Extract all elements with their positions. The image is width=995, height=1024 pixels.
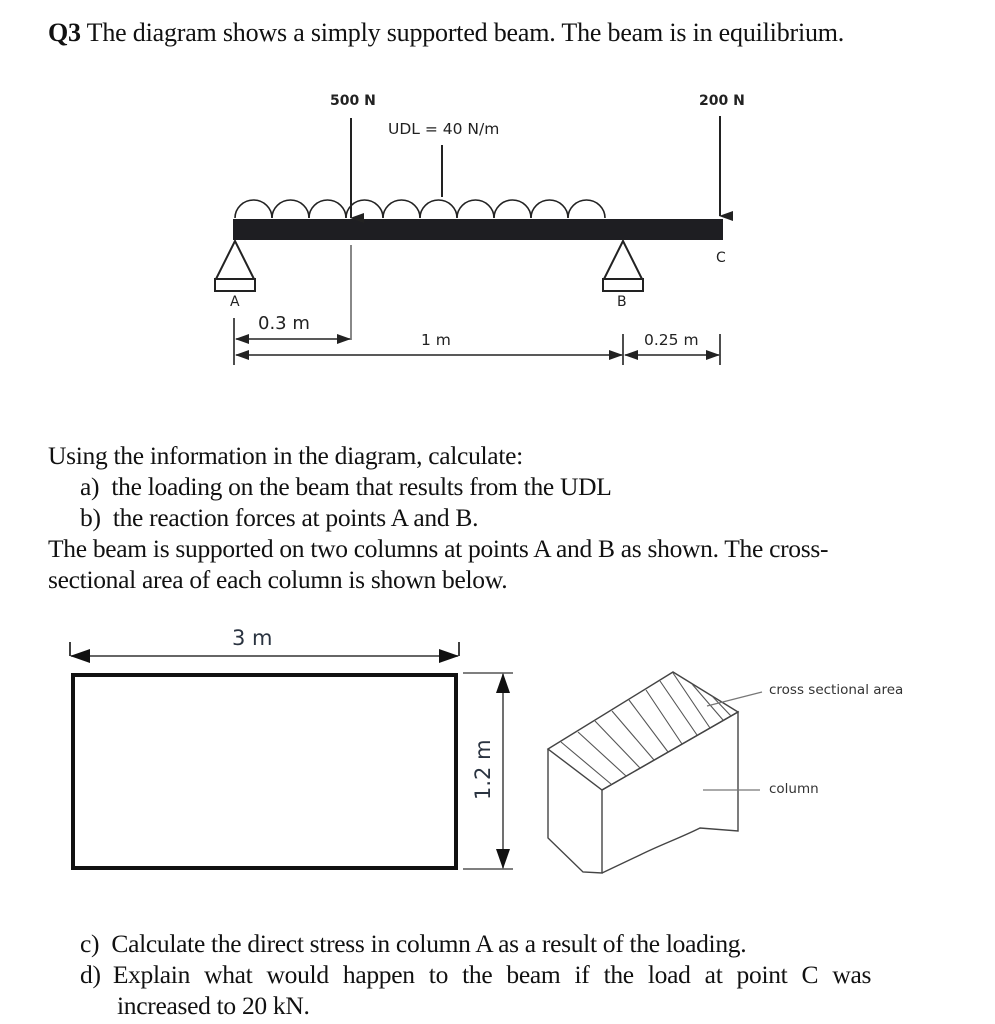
question-item-d [80, 959, 912, 990]
point-label-a: A [230, 294, 240, 310]
instructions-lead: Using the information in the diagram, calculate: [48, 441, 523, 470]
dim-label-1-2m: 1.2 m [471, 739, 495, 800]
udl-arcs [235, 200, 605, 218]
cross-section-hatching [561, 673, 731, 784]
udl-label: UDL = 40 N/m [388, 120, 500, 138]
item-text: the reaction forces at points A and B. [112, 503, 479, 532]
question-intro: The diagram shows a simply supported beam. The beam is in equilibrium. [86, 18, 845, 47]
item-text: Calculate the direct stress in column A as a result of the loading. [111, 929, 747, 958]
support-b [603, 241, 643, 291]
support-a [215, 241, 255, 291]
beam [233, 219, 723, 240]
dim-label-0-25m: 0.25 m [644, 331, 699, 349]
callout-column: column [769, 781, 819, 797]
question-item-c [80, 928, 746, 959]
question-item-d-line-2: increased to 20 kN. [117, 991, 310, 1020]
item-marker: b) [80, 503, 101, 532]
point-label-b: B [617, 294, 627, 310]
item-marker: d) [80, 960, 101, 989]
dim-label-3m: 3 m [232, 626, 273, 650]
item-marker: a) [80, 472, 100, 501]
support-paragraph-line-1: The beam is supported on two columns at points A and B as shown. The cross- [48, 534, 829, 563]
support-paragraph-line-2: sectional area of each column is shown below. [48, 565, 508, 594]
column-sketch [548, 672, 738, 873]
question-number: Q3 [48, 18, 81, 47]
cross-section-rect [73, 675, 456, 868]
callout-cross-section: cross sectional area [769, 682, 904, 698]
item-text: the loading on the beam that results from the UDL [111, 472, 612, 501]
point-label-c: C [716, 250, 726, 266]
dim-label-0-3m: 0.3 m [258, 313, 310, 334]
instruction-item-a [80, 471, 612, 502]
dim-label-1m: 1 m [421, 331, 451, 349]
load-label-200n: 200 N [699, 93, 745, 109]
load-label-500n: 500 N [330, 93, 376, 109]
item-text: Explain what would happen to the beam if the load at point C was [112, 960, 872, 989]
instruction-item-b [80, 502, 478, 533]
item-marker: c) [80, 929, 100, 958]
